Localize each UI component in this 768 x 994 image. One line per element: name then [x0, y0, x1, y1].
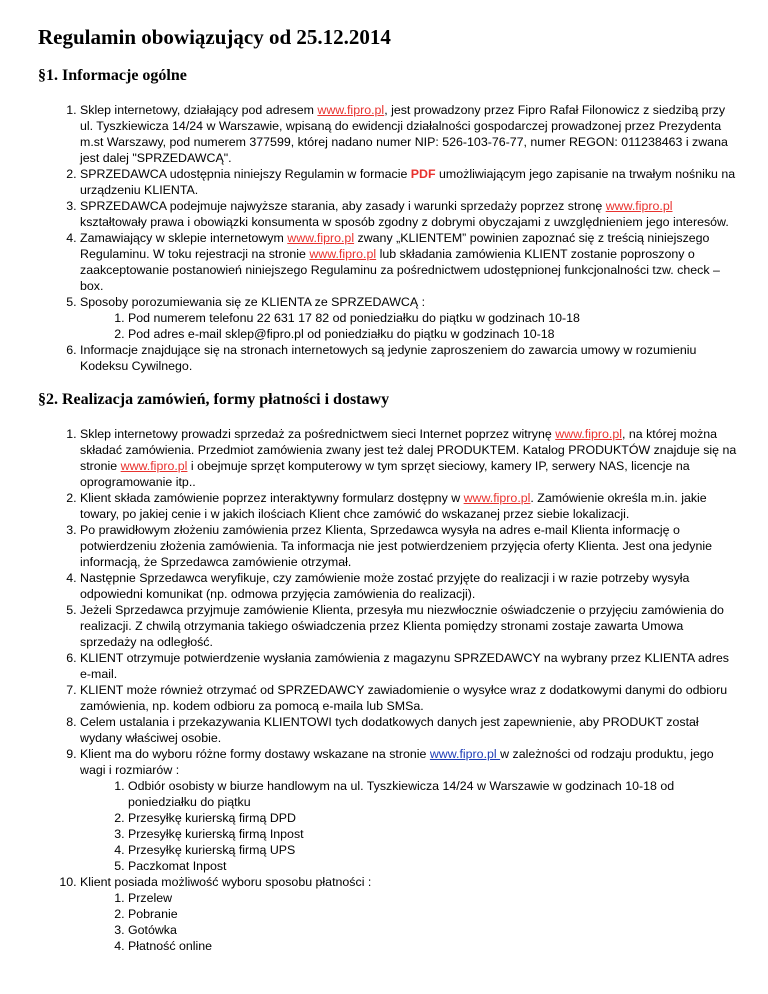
- fipro-link[interactable]: www.fipro.pl: [309, 247, 377, 261]
- list-item: [80, 342, 738, 374]
- delivery-methods-list: [80, 778, 738, 874]
- list-item: 4. Przesyłkę kurierską firmą UPS: [128, 842, 738, 858]
- list-item: [80, 490, 738, 522]
- list-item: [80, 426, 738, 490]
- document-page: [38, 24, 738, 954]
- text: SPRZEDAWCA podejmuje najwyższe starania, aby zasady i warunki sprzedaży poprzez stronę: [80, 199, 606, 213]
- list-item: 1. Odbiór osobisty w biurze handlowym na ul. Tyszkiewicza 14/24 w Warszawie w godzinach 10-18 od poniedziałku do piątku: [128, 778, 738, 810]
- list-item: [80, 198, 738, 230]
- list-item: [80, 874, 738, 954]
- fipro-link[interactable]: www.fipro.pl: [317, 103, 385, 117]
- list-item: [80, 746, 738, 874]
- text: . Zamówienie określa m.in. jakie towary, po jakiej cenie i w jakich ilościach Klient chce zamówić do wskazanej przez siebie lokalizacji.: [80, 491, 707, 521]
- text: i obejmuje sprzęt komputerowy w tym sprzęt sieciowy, kamery IP, serwery NAS, licencje na oprogramowanie itp..: [80, 459, 690, 489]
- text: Zamawiający w sklepie internetowym: [80, 231, 288, 245]
- list-item: 3. Po prawidłowym złożeniu zamówienia przez Klienta, Sprzedawca wysyła na adres e-mail Klienta informację o potwierdzeniu złożenia zamówienia. Ta informacja nie jest potwierdzeniem przyjęcia oferty Klienta. Jest ona jedynie informacją, że Sprzedawca zamówienie otrzymał.: [80, 522, 738, 570]
- list-item: [80, 102, 738, 166]
- fipro-link[interactable]: www.fipro.pl: [555, 427, 622, 441]
- list-item: 1. Przelew: [128, 890, 738, 906]
- list-item: [80, 294, 738, 342]
- pdf-link[interactable]: PDF: [410, 167, 436, 181]
- text: Klient składa zamówienie poprzez interaktywny formularz dostępny w: [80, 491, 464, 505]
- text: Sklep internetowy, działający pod adresem: [80, 103, 318, 117]
- fipro-link[interactable]: www.fipro.pl: [120, 459, 188, 473]
- payment-methods-list: [80, 890, 738, 954]
- document-title: Regulamin obowiązujący od 25.12.2014: [38, 25, 391, 49]
- text: Klient ma do wyboru różne formy dostawy wskazane na stronie: [80, 747, 430, 761]
- text: , jest prowadzony przez Fipro Rafał Filonowicz z siedzibą przy ul. Tyszkiewicza 14/24 w Warszawie, wpisaną do ewidencji działalności gospodarczej prowadzonej przez Prezydenta m.st Warszawy, pod numerem 377599, której nadano numer NIP: 526-103-76-77, numer REGON: 011238463 i zwana jest dalej "SPRZEDAWCĄ".: [80, 103, 728, 165]
- text: Sklep internetowy prowadzi sprzedaż za pośrednictwem sieci Internet poprzez witrynę: [80, 427, 556, 441]
- section-2-list: [38, 426, 738, 954]
- fipro-link[interactable]: www.fipro.pl: [463, 491, 531, 505]
- list-item: 6. KLIENT otrzymuje potwierdzenie wysłania zamówienia z magazynu SPRZEDAWCY na wybrany przez KLIENTA adres e-mail.: [80, 650, 738, 682]
- section-1-heading: §1. Informacje ogólne: [38, 67, 187, 84]
- list-item: 3. Gotówka: [128, 922, 738, 938]
- list-item: 2. Przesyłkę kurierską firmą DPD: [128, 810, 738, 826]
- section-1-list: [38, 102, 738, 374]
- list-item: 2. Pod adres e-mail sklep@fipro.pl od poniedziałku do piątku w godzinach 10-18: [128, 326, 738, 342]
- list-item: [80, 230, 738, 294]
- text: Informacje znajdujące się na stronach internetowych są jedynie zaproszeniem do zawarcia umowy w rozumieniu Kodeksu Cywilnego.: [80, 343, 697, 373]
- contact-methods-list: [80, 310, 738, 342]
- list-item: 4. Płatność online: [128, 938, 738, 954]
- list-item: [80, 166, 738, 198]
- list-item: 8. Celem ustalania i przekazywania KLIENTOWI tych dodatkowych danych jest zapewnienie, aby PRODUKT został wydany właściwej osobie.: [80, 714, 738, 746]
- list-item: 3. Przesyłkę kurierską firmą Inpost: [128, 826, 738, 842]
- text: lub składania zamówienia KLIENT zostanie poproszony o zaakceptowanie postanowień niniejszego Regulaminu za pośrednictwem udostępnionej funkcjonalności tzw. check – box.: [80, 247, 720, 293]
- text: Sposoby porozumiewania się ze KLIENTA ze SPRZEDAWCĄ :: [80, 295, 426, 309]
- fipro-link[interactable]: www.fipro.pl: [429, 747, 501, 761]
- list-item: 2. Pobranie: [128, 906, 738, 922]
- text: SPRZEDAWCA udostępnia niniejszy Regulamin w formacie: [80, 167, 411, 181]
- text: w zależności od rodzaju produktu, jego wagi i rozmiarów :: [80, 747, 714, 777]
- list-item: 7. KLIENT może również otrzymać od SPRZEDAWCY zawiadomienie o wysyłce wraz z dodatkowymi danymi do odbioru zamówienia, np. kodem odbioru za pomocą e-maila lub SMSa.: [80, 682, 738, 714]
- list-item: 1. Pod numerem telefonu 22 631 17 82 od poniedziałku do piątku w godzinach 10-18: [128, 310, 738, 326]
- section-2-heading: §2. Realizacja zamówień, formy płatności i dostawy: [38, 391, 390, 408]
- text: umożliwiającym jego zapisanie na trwałym nośniku na urządzeniu KLIENTA.: [80, 167, 736, 197]
- text: kształtowały prawa i obowiązki konsumenta w sposób zgodny z dobrymi obyczajami z uwzględnieniem jego interesów.: [80, 215, 729, 229]
- fipro-link[interactable]: www.fipro.pl: [287, 231, 355, 245]
- text: , na której można składać zamówienia. Przedmiot zamówienia zwany jest też dalej PRODUKTEM. Katalog PRODUKTÓW znajduje się na stronie: [80, 427, 737, 473]
- text: zwany „KLIENTEM” powinien zapoznać się z treścią niniejszego Regulaminu. W toku rejestracji na stronie: [80, 231, 710, 261]
- list-item: 5. Paczkomat Inpost: [128, 858, 738, 874]
- list-item: 4. Następnie Sprzedawca weryfikuje, czy zamówienie może zostać przyjęte do realizacji i w razie potrzeby wysyła odpowiedni komunikat (np. odmowa przyjęcia zamówienia do realizacji).: [80, 570, 738, 602]
- text: Klient posiada możliwość wyboru sposobu płatności :: [80, 875, 372, 889]
- list-item: 5. Jeżeli Sprzedawca przyjmuje zamówienie Klienta, przesyła mu niezwłocznie oświadczenie o przyjęciu zamówienia do realizacji. Z chwilą otrzymania takiego oświadczenia przez Klienta pomiędzy stronami zostaje zawarta Umowa sprzedaży na odległość.: [80, 602, 738, 650]
- fipro-link[interactable]: www.fipro.pl: [605, 199, 673, 213]
